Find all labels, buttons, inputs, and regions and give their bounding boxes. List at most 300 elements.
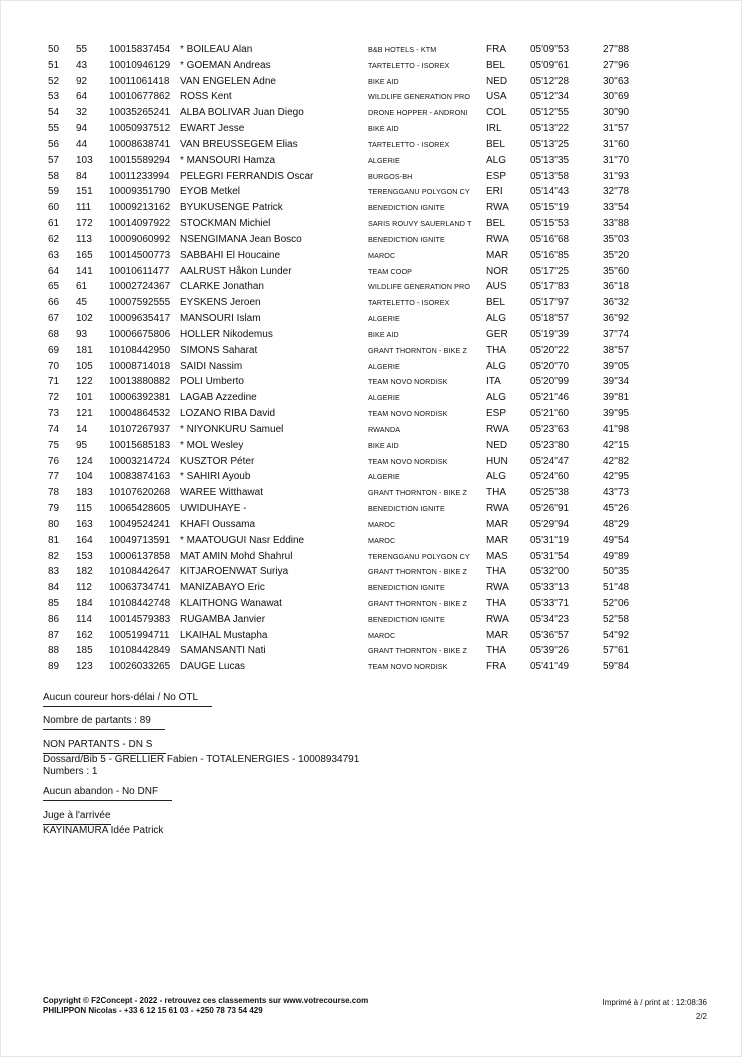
team-cell: ALGERIE (368, 155, 400, 165)
nationality-cell: THA (486, 566, 506, 578)
time-cell: 05'31''54 (530, 550, 570, 562)
rider-name-cell: ALBA BOLIVAR Juan Diego (180, 107, 304, 119)
gap-cell: 41''98 (603, 423, 630, 435)
nationality-cell: AUS (486, 281, 507, 293)
time-cell: 05'13''22 (530, 123, 570, 135)
uci-id-cell: 10108442748 (109, 597, 171, 609)
rank-cell: 57 (48, 154, 60, 166)
rider-name-cell: * NIYONKURU Samuel (180, 423, 284, 435)
rank-cell: 74 (48, 423, 60, 435)
gap-cell: 36''92 (603, 313, 630, 325)
bib-cell: 164 (76, 534, 93, 546)
team-cell: ALGERIE (368, 472, 400, 482)
gap-cell: 59''84 (603, 661, 630, 673)
team-cell: BIKE AID (368, 329, 399, 339)
nationality-cell: MAR (486, 534, 509, 546)
nationality-cell: THA (486, 487, 506, 499)
team-cell: MAROC (368, 535, 396, 545)
rank-cell: 65 (48, 281, 60, 293)
judge-name: KAYINAMURA Idée Patrick (43, 825, 164, 836)
nationality-cell: RWA (486, 613, 509, 625)
rider-name-cell: ROSS Kent (180, 91, 232, 103)
rider-name-cell: KLAITHONG Wanawat (180, 597, 282, 609)
rider-name-cell: MANSOURI Islam (180, 313, 261, 325)
team-cell: GRANT THORNTON - BIKE Z (368, 598, 467, 608)
rank-cell: 50 (48, 44, 60, 55)
table-row (0, 374, 742, 390)
rider-name-cell: MAT AMIN Mohd Shahrul (180, 550, 293, 562)
rider-name-cell: LAGAB Azzedine (180, 392, 257, 404)
rider-name-cell: CLARKE Jonathan (180, 281, 264, 293)
gap-cell: 43''73 (603, 487, 630, 499)
rider-name-cell: * MANSOURI Hamza (180, 154, 276, 166)
nationality-cell: ALG (486, 313, 507, 325)
gap-cell: 49''54 (603, 534, 630, 546)
printed-time: Imprimé à / print at : 12:08:36 (602, 998, 707, 1007)
bib-cell: 32 (76, 107, 88, 119)
nationality-cell: HUN (486, 455, 508, 467)
nationality-cell: RWA (486, 202, 509, 214)
table-row (0, 343, 742, 359)
team-cell: TARTELETTO - ISOREX (368, 298, 450, 308)
rider-name-cell: * BOILEAU Alan (180, 44, 253, 55)
gap-cell: 57''61 (603, 645, 630, 657)
bib-cell: 141 (76, 265, 93, 277)
bib-cell: 14 (76, 423, 88, 435)
rank-cell: 78 (48, 487, 60, 499)
gap-cell: 35''20 (603, 249, 630, 261)
starters-section (43, 715, 165, 730)
table-row (0, 74, 742, 90)
uci-id-cell: 10108442950 (109, 344, 171, 356)
team-cell: TARTELETTO - ISOREX (368, 60, 450, 70)
gap-cell: 35''03 (603, 233, 630, 245)
dns-numbers: Numbers : 1 (43, 766, 98, 777)
nationality-cell: ALG (486, 392, 507, 404)
gap-cell: 39''34 (603, 376, 630, 388)
nationality-cell: ALG (486, 154, 507, 166)
table-row (0, 105, 742, 121)
rider-name-cell: * GOEMAN Andreas (180, 59, 271, 71)
table-row (0, 422, 742, 438)
rider-name-cell: DAUGE Lucas (180, 661, 246, 673)
time-cell: 05'34''23 (530, 613, 570, 625)
time-cell: 05'29''94 (530, 518, 570, 530)
team-cell: ALGERIE (368, 393, 400, 403)
gap-cell: 39''81 (603, 392, 630, 404)
gap-cell: 49''89 (603, 550, 630, 562)
time-cell: 05'13''35 (530, 154, 570, 166)
table-row (0, 311, 742, 327)
time-cell: 05'17''83 (530, 281, 570, 293)
time-cell: 05'15''53 (530, 218, 570, 230)
rank-cell: 79 (48, 503, 60, 515)
table-row (0, 137, 742, 153)
table-row (0, 200, 742, 216)
bib-cell: 163 (76, 518, 93, 530)
bib-cell: 182 (76, 566, 93, 578)
time-cell: 05'12''55 (530, 107, 570, 119)
rider-name-cell: KHAFI Oussama (180, 518, 256, 530)
bib-cell: 44 (76, 138, 88, 150)
rider-name-cell: LKAIHAL Mustapha (180, 629, 268, 641)
bib-cell: 123 (76, 661, 93, 673)
nationality-cell: BEL (486, 59, 505, 71)
nationality-cell: ESP (486, 170, 507, 182)
rank-cell: 51 (48, 59, 60, 71)
team-cell: BIKE AID (368, 440, 399, 450)
team-cell: GRANT THORNTON - BIKE Z (368, 646, 467, 656)
team-cell: GRANT THORNTON - BIKE Z (368, 345, 467, 355)
uci-id-cell: 10006392381 (109, 392, 171, 404)
uci-id-cell: 10009213162 (109, 202, 171, 214)
rider-name-cell: LOZANO RIBA David (180, 408, 276, 420)
table-row (0, 359, 742, 375)
nationality-cell: ALG (486, 360, 507, 372)
rank-cell: 54 (48, 107, 60, 119)
bib-cell: 185 (76, 645, 93, 657)
time-cell: 05'17''97 (530, 297, 570, 309)
rank-cell: 67 (48, 313, 60, 325)
rank-cell: 70 (48, 360, 60, 372)
time-cell: 05'12''28 (530, 75, 570, 87)
gap-cell: 33''54 (603, 202, 630, 214)
team-cell: TARTELETTO - ISOREX (368, 139, 450, 149)
rider-name-cell: KITJAROENWAT Suriya (180, 566, 289, 578)
rank-cell: 77 (48, 471, 60, 483)
time-cell: 05'33''71 (530, 597, 570, 609)
rider-name-cell: VAN BREUSSEGEM Elias (180, 138, 298, 150)
uci-id-cell: 10015837454 (109, 44, 171, 55)
bib-cell: 84 (76, 170, 88, 182)
rank-cell: 89 (48, 661, 60, 673)
rider-name-cell: * SAHIRI Ayoub (180, 471, 251, 483)
rank-cell: 87 (48, 629, 60, 641)
nationality-cell: RWA (486, 503, 509, 515)
team-cell: TEAM NOVO NORDISK (368, 409, 448, 419)
rider-name-cell: EWART Jesse (180, 123, 245, 135)
bib-cell: 124 (76, 455, 93, 467)
uci-id-cell: 10009635417 (109, 313, 171, 325)
table-row (0, 327, 742, 343)
table-row (0, 390, 742, 406)
rank-cell: 80 (48, 518, 60, 530)
team-cell: BENEDICTION IGNITE (368, 583, 445, 593)
bib-cell: 181 (76, 344, 93, 356)
time-cell: 05'31''19 (530, 534, 570, 546)
time-cell: 05'14''43 (530, 186, 570, 198)
otl-section (43, 692, 212, 707)
nationality-cell: MAS (486, 550, 508, 562)
time-cell: 05'26''91 (530, 503, 570, 515)
dnf-heading: Aucun abandon - No DNF (43, 786, 172, 801)
rider-name-cell: VAN ENGELEN Adne (180, 75, 276, 87)
uci-id-cell: 10026033265 (109, 661, 171, 673)
gap-cell: 27''88 (603, 44, 630, 55)
rider-name-cell: BYUKUSENGE Patrick (180, 202, 283, 214)
gap-cell: 31''60 (603, 138, 630, 150)
nationality-cell: NED (486, 439, 508, 451)
rank-cell: 68 (48, 328, 60, 340)
bib-cell: 104 (76, 471, 93, 483)
uci-id-cell: 10011233994 (109, 170, 170, 182)
nationality-cell: IRL (486, 123, 502, 135)
table-row (0, 89, 742, 105)
rider-name-cell: SAIDI Nassim (180, 360, 243, 372)
page-number: 2/2 (695, 1012, 707, 1021)
team-cell: BENEDICTION IGNITE (368, 203, 445, 213)
table-row (0, 58, 742, 74)
table-row (0, 517, 742, 533)
bib-cell: 184 (76, 597, 93, 609)
judge-section (43, 810, 163, 837)
gap-cell: 36''32 (603, 297, 630, 309)
nationality-cell: THA (486, 597, 506, 609)
rank-cell: 69 (48, 344, 60, 356)
dns-heading: NON PARTANTS - DN S (43, 739, 166, 754)
rank-cell: 81 (48, 534, 60, 546)
uci-id-cell: 10006675806 (109, 328, 171, 340)
rank-cell: 59 (48, 186, 60, 198)
rank-cell: 55 (48, 123, 60, 135)
contact-text: PHILIPPON Nicolas - +33 6 12 15 61 03 - +250 78 73 54 429 (43, 1006, 263, 1015)
gap-cell: 31''70 (603, 154, 630, 166)
bib-cell: 114 (76, 613, 92, 625)
gap-cell: 27''96 (603, 59, 630, 71)
table-row (0, 596, 742, 612)
team-cell: ALGERIE (368, 314, 400, 324)
team-cell: SARIS ROUVY SAUERLAND T (368, 219, 472, 229)
uci-id-cell: 10051994711 (109, 629, 170, 641)
team-cell: BIKE AID (368, 76, 399, 86)
nationality-cell: NOR (486, 265, 509, 277)
uci-id-cell: 10108442647 (109, 566, 171, 578)
bib-cell: 92 (76, 75, 88, 87)
time-cell: 05'23''80 (530, 439, 570, 451)
rider-name-cell: AALRUST Håkon Lunder (180, 265, 292, 277)
uci-id-cell: 10004864532 (109, 408, 171, 420)
uci-id-cell: 10015685183 (109, 439, 171, 451)
rank-cell: 72 (48, 392, 60, 404)
nationality-cell: ESP (486, 408, 507, 420)
rider-name-cell: KUSZTOR Péter (180, 455, 255, 467)
rank-cell: 76 (48, 455, 60, 467)
team-cell: GRANT THORNTON - BIKE Z (368, 567, 467, 577)
table-row (0, 549, 742, 565)
gap-cell: 52''06 (603, 597, 630, 609)
bib-cell: 101 (76, 392, 93, 404)
gap-cell: 33''88 (603, 218, 630, 230)
table-row (0, 232, 742, 248)
gap-cell: 30''63 (603, 75, 630, 87)
uci-id-cell: 10007592555 (109, 297, 171, 309)
gap-cell: 32''78 (603, 186, 630, 198)
uci-id-cell: 10010946129 (109, 59, 171, 71)
rank-cell: 61 (48, 218, 60, 230)
time-cell: 05'36''57 (530, 629, 570, 641)
rider-name-cell: RUGAMBA Janvier (180, 613, 266, 625)
team-cell: WILDLIFE GENERATION PRO (368, 92, 471, 102)
rank-cell: 53 (48, 91, 60, 103)
bib-cell: 112 (76, 582, 92, 594)
gap-cell: 38''57 (603, 344, 630, 356)
time-cell: 05'20''22 (530, 344, 570, 356)
rider-name-cell: * MOL Wesley (180, 439, 244, 451)
nationality-cell: FRA (486, 661, 506, 673)
table-row (0, 295, 742, 311)
time-cell: 05'20''70 (530, 360, 570, 372)
nationality-cell: THA (486, 344, 506, 356)
gap-cell: 51''48 (603, 582, 630, 594)
time-cell: 05'39''26 (530, 645, 570, 657)
table-row (0, 279, 742, 295)
nationality-cell: BEL (486, 218, 505, 230)
dns-section (43, 739, 359, 778)
uci-id-cell: 10050937512 (109, 123, 171, 135)
team-cell: TERENGGANU POLYGON CY (368, 187, 470, 197)
time-cell: 05'21''60 (530, 408, 570, 420)
uci-id-cell: 10002724367 (109, 281, 171, 293)
rank-cell: 52 (48, 75, 60, 87)
time-cell: 05'23''63 (530, 423, 570, 435)
time-cell: 05'32''00 (530, 566, 570, 578)
rider-name-cell: POLI Umberto (180, 376, 244, 388)
time-cell: 05'09''61 (530, 59, 570, 71)
rank-cell: 86 (48, 613, 60, 625)
rank-cell: 62 (48, 233, 60, 245)
rank-cell: 56 (48, 138, 60, 150)
rider-name-cell: * MAATOUGUI Nasr Eddine (180, 534, 305, 546)
rank-cell: 82 (48, 550, 60, 562)
team-cell: MAROC (368, 630, 396, 640)
team-cell: BENEDICTION IGNITE (368, 234, 445, 244)
table-row (0, 406, 742, 422)
uci-id-cell: 10013880882 (109, 376, 171, 388)
gap-cell: 42''15 (603, 439, 630, 451)
judge-heading: Juge à l'arrivée (43, 810, 111, 825)
gap-cell: 37''74 (603, 328, 630, 340)
nationality-cell: MAR (486, 518, 509, 530)
uci-id-cell: 10011061418 (109, 75, 170, 87)
table-row (0, 485, 742, 501)
table-row (0, 169, 742, 185)
nationality-cell: GER (486, 328, 508, 340)
nationality-cell: COL (486, 107, 507, 119)
gap-cell: 48''29 (603, 518, 630, 530)
rank-cell: 84 (48, 582, 60, 594)
uci-id-cell: 10010677862 (109, 91, 171, 103)
gap-cell: 54''92 (603, 629, 630, 641)
team-cell: WILDLIFE GENERATION PRO (368, 282, 471, 292)
time-cell: 05'18''57 (530, 313, 570, 325)
uci-id-cell: 10107267937 (109, 423, 171, 435)
gap-cell: 52''58 (603, 613, 630, 625)
bib-cell: 121 (76, 408, 93, 420)
time-cell: 05'12''34 (530, 91, 570, 103)
rider-name-cell: EYOB Metkel (180, 186, 241, 198)
team-cell: RWANDA (368, 424, 401, 434)
team-cell: TEAM NOVO NORDISK (368, 377, 448, 387)
uci-id-cell: 10015589294 (109, 154, 171, 166)
bib-cell: 64 (76, 91, 88, 103)
uci-id-cell: 10009351790 (109, 186, 171, 198)
time-cell: 05'21''46 (530, 392, 570, 404)
gap-cell: 36''18 (603, 281, 630, 293)
table-row (0, 121, 742, 137)
uci-id-cell: 10035265241 (109, 107, 171, 119)
bib-cell: 153 (76, 550, 93, 562)
rank-cell: 88 (48, 645, 60, 657)
time-cell: 05'24''60 (530, 471, 570, 483)
uci-id-cell: 10063734741 (109, 582, 171, 594)
team-cell: TEAM NOVO NORDISK (368, 662, 448, 672)
bib-cell: 102 (76, 313, 93, 325)
uci-id-cell: 10014579383 (109, 613, 171, 625)
time-cell: 05'13''58 (530, 170, 570, 182)
table-row (0, 643, 742, 659)
results-table (0, 42, 742, 675)
bib-cell: 103 (76, 154, 93, 166)
rider-name-cell: SAMANSANTI Nati (180, 645, 266, 657)
nationality-cell: USA (486, 91, 507, 103)
gap-cell: 50''35 (603, 566, 630, 578)
bib-cell: 105 (76, 360, 93, 372)
otl-heading: Aucun coureur hors-délai / No OTL (43, 692, 212, 707)
team-cell: BENEDICTION IGNITE (368, 614, 445, 624)
time-cell: 05'19''39 (530, 328, 570, 340)
bib-cell: 93 (76, 328, 88, 340)
gap-cell: 39''05 (603, 360, 630, 372)
nationality-cell: RWA (486, 233, 509, 245)
gap-cell: 30''90 (603, 107, 630, 119)
gap-cell: 35''60 (603, 265, 630, 277)
bib-cell: 162 (76, 629, 93, 641)
time-cell: 05'16''68 (530, 233, 570, 245)
bib-cell: 43 (76, 59, 88, 71)
nationality-cell: THA (486, 645, 506, 657)
nationality-cell: MAR (486, 249, 509, 261)
table-row (0, 564, 742, 580)
uci-id-cell: 10006137858 (109, 550, 171, 562)
time-cell: 05'20''99 (530, 376, 570, 388)
uci-id-cell: 10010611477 (109, 265, 170, 277)
time-cell: 05'09''53 (530, 44, 570, 55)
uci-id-cell: 10065428605 (109, 503, 171, 515)
uci-id-cell: 10014500773 (109, 249, 171, 261)
table-row (0, 184, 742, 200)
rank-cell: 63 (48, 249, 60, 261)
uci-id-cell: 10014097922 (109, 218, 171, 230)
print-info (603, 996, 708, 1024)
table-row (0, 628, 742, 644)
dnf-section (43, 786, 172, 801)
gap-cell: 30''69 (603, 91, 630, 103)
time-cell: 05'13''25 (530, 138, 570, 150)
uci-id-cell: 10107620268 (109, 487, 171, 499)
rider-name-cell: STOCKMAN Michiel (180, 218, 271, 230)
nationality-cell: MAR (486, 629, 509, 641)
bib-cell: 122 (76, 376, 93, 388)
nationality-cell: RWA (486, 423, 509, 435)
table-row (0, 580, 742, 596)
table-row (0, 42, 742, 58)
uci-id-cell: 10003214724 (109, 455, 171, 467)
table-row (0, 153, 742, 169)
table-row (0, 659, 742, 675)
table-row (0, 469, 742, 485)
uci-id-cell: 10083874163 (109, 471, 171, 483)
table-row (0, 501, 742, 517)
